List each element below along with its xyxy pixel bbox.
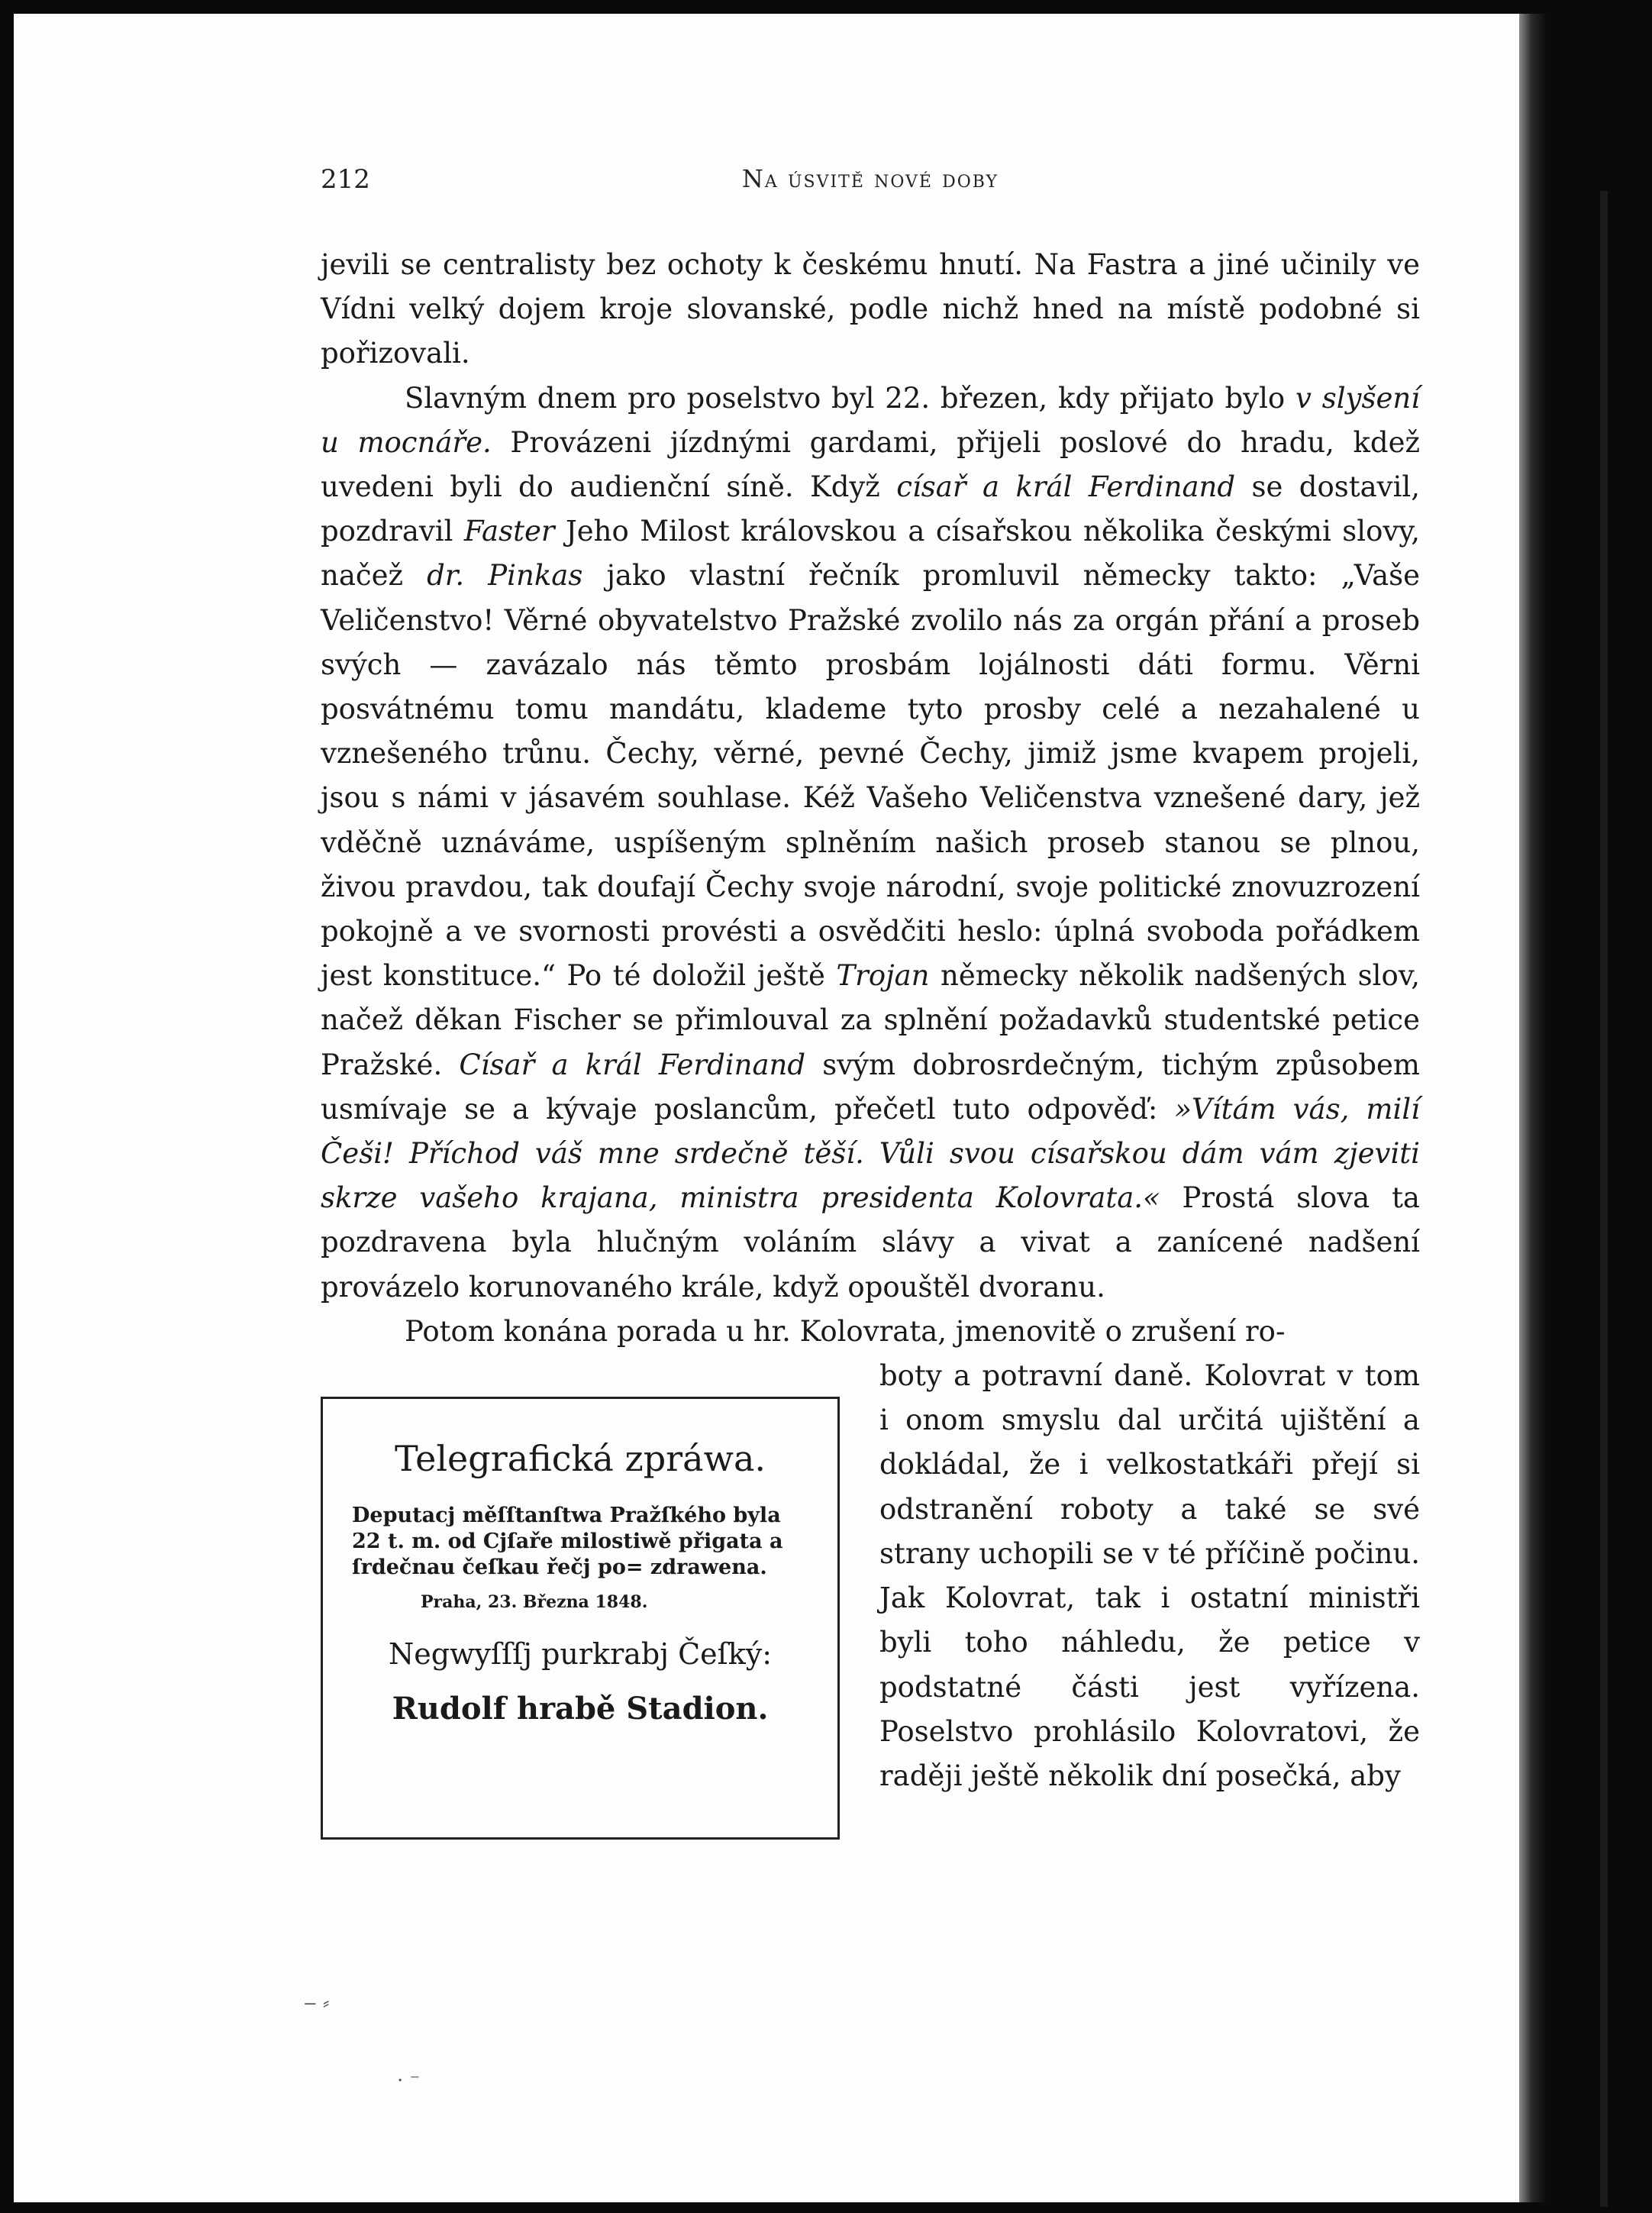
paragraph-3-opening: Potom konána porada u hr. Kolovrata, jmenovitě o zrušení ro- xyxy=(405,1314,1286,1348)
telegram-title: Telegrafická zpráwa. xyxy=(394,1438,766,1480)
p2-text-m: svým dobrosrdečným, tichým způsobem usmívaje se a kývaje poslancům, přečetl tuto odpověď: xyxy=(321,1048,1420,1126)
p2-italic-audience: v slyšení u mocnáře. xyxy=(321,381,1420,459)
p2-italic-emperor-reply: »Vítám vás, milí Češi! Příchod váš mne srdečně těší. Vůli svou císařskou dám vám zjeviti skrze vašeho krajana, ministra presidenta Kolovrata.« xyxy=(321,1092,1420,1215)
body-text xyxy=(321,243,1420,1840)
p2-text-e: se dostavil, pozdravil xyxy=(321,470,1420,548)
paragraph-1: jevili se centralisty bez ochoty k českému hnutí. Na Fastra a jiné učinily ve Vídni velký dojem kroje slovanské, podle nichž hned na místě podobné si pořizovali. xyxy=(321,248,1420,370)
telegram-name: Rudolf hrabě Stadion. xyxy=(392,1691,769,1727)
p2-text-k: německy několik nadšených slov, načež děkan Fischer se přimlouval za splnění požadavků studentské petice Pražské. xyxy=(321,959,1421,1081)
telegram-message: Deputacj měſſtanſtwa Pražſkého byla 22 t. m. od Cjſaře milostiwě přigata a ſrdečnau čeſkau řečj po= zdrawena. xyxy=(352,1504,783,1580)
telegram-box xyxy=(321,1397,840,1840)
p2-text-a: Slavným dnem pro poselstvo byl 22. březen, kdy přijato bylo xyxy=(405,381,1286,415)
p2-italic-pinkas: dr. Pinkas xyxy=(427,559,583,593)
paragraph-2 xyxy=(321,376,1420,1310)
telegram-signer: Negwyſſſj purkrabj Čeſký: xyxy=(388,1637,773,1672)
paragraph-3-continued: boty a potravní daně. Kolovrat v tom i onom smyslu dal určitá ujištění a dokládal, že i velkostatkáři přejí si odstranění roboty a také se své strany uchopili se v té příčině počinu. Jak Kolovrat, tak i ostatní ministři byli toho náhledu, že petice v podstatné části jest vyřízena. Poselstvo prohlásilo Kolovratovi, že raději ještě několik dní posečká, aby xyxy=(879,1359,1420,1792)
p2-text-o: Prostá slova ta pozdravena byla hlučným voláním slávy a vivat a zanícené nadšení provázelo korunovaného krále, když opouštěl dvoranu. xyxy=(321,1181,1420,1304)
p2-text-g: Jeho Milost královskou a císařskou několika českými slovy, načež xyxy=(321,515,1420,593)
p2-italic-faster: Faster xyxy=(463,515,555,548)
telegram-dateline: Praha, 23. Března 1848. xyxy=(421,1592,648,1613)
book-spine-edge xyxy=(1600,191,1608,2207)
p2-italic-trojan: Trojan xyxy=(836,959,930,993)
page-edge-shadow xyxy=(1519,14,1547,2202)
running-title: Na úsvitě nové doby xyxy=(741,164,999,193)
p2-text-i: jako vlastní řečník promluvil německy takto: „Vaše Veličenstvo! Věrné obyvatelstvo Pražské zvolilo nás za orgán přání a proseb svých — zavázalo nás těmto prosbám lojálnosti dáti formu. Věrni posvátnému tomu mandátu, klademe tyto prosby celé a nezahalené u vznešeného trůnu. Čechy, věrné, pevné Čechy, jimiž jsme kvapem projeli, jsou s námi v jásavém souhlase. Kéž Vašeho Veličenstva vznešené dary, jež vděčně uznáváme, uspíšeným splněním našich proseb stanou se plnou, živou pravdou, tak doufají Čechy svoje národní, svoje politické znovuzrození pokojně a ve svornosti provésti a osvědčiti heslo: úplná svoboda pořádkem jest konstituce.“ Po té doložil ještě xyxy=(321,559,1421,993)
scan-mark-2: · ⁻ xyxy=(397,2069,421,2092)
scan-mark: ‒ ⸗ xyxy=(304,1992,330,2014)
p2-italic-emperor: císař a král Ferdinand xyxy=(896,470,1236,504)
page-header xyxy=(321,164,1420,202)
p2-italic-emperor-2: Císař a král Ferdinand xyxy=(459,1048,806,1081)
page-number: 212 xyxy=(321,164,370,195)
p2-text-c: Provázeni jízdnými gardami, přijeli poslové do hradu, kdež uvedeni byli do audienční síně. Když xyxy=(321,425,1420,504)
